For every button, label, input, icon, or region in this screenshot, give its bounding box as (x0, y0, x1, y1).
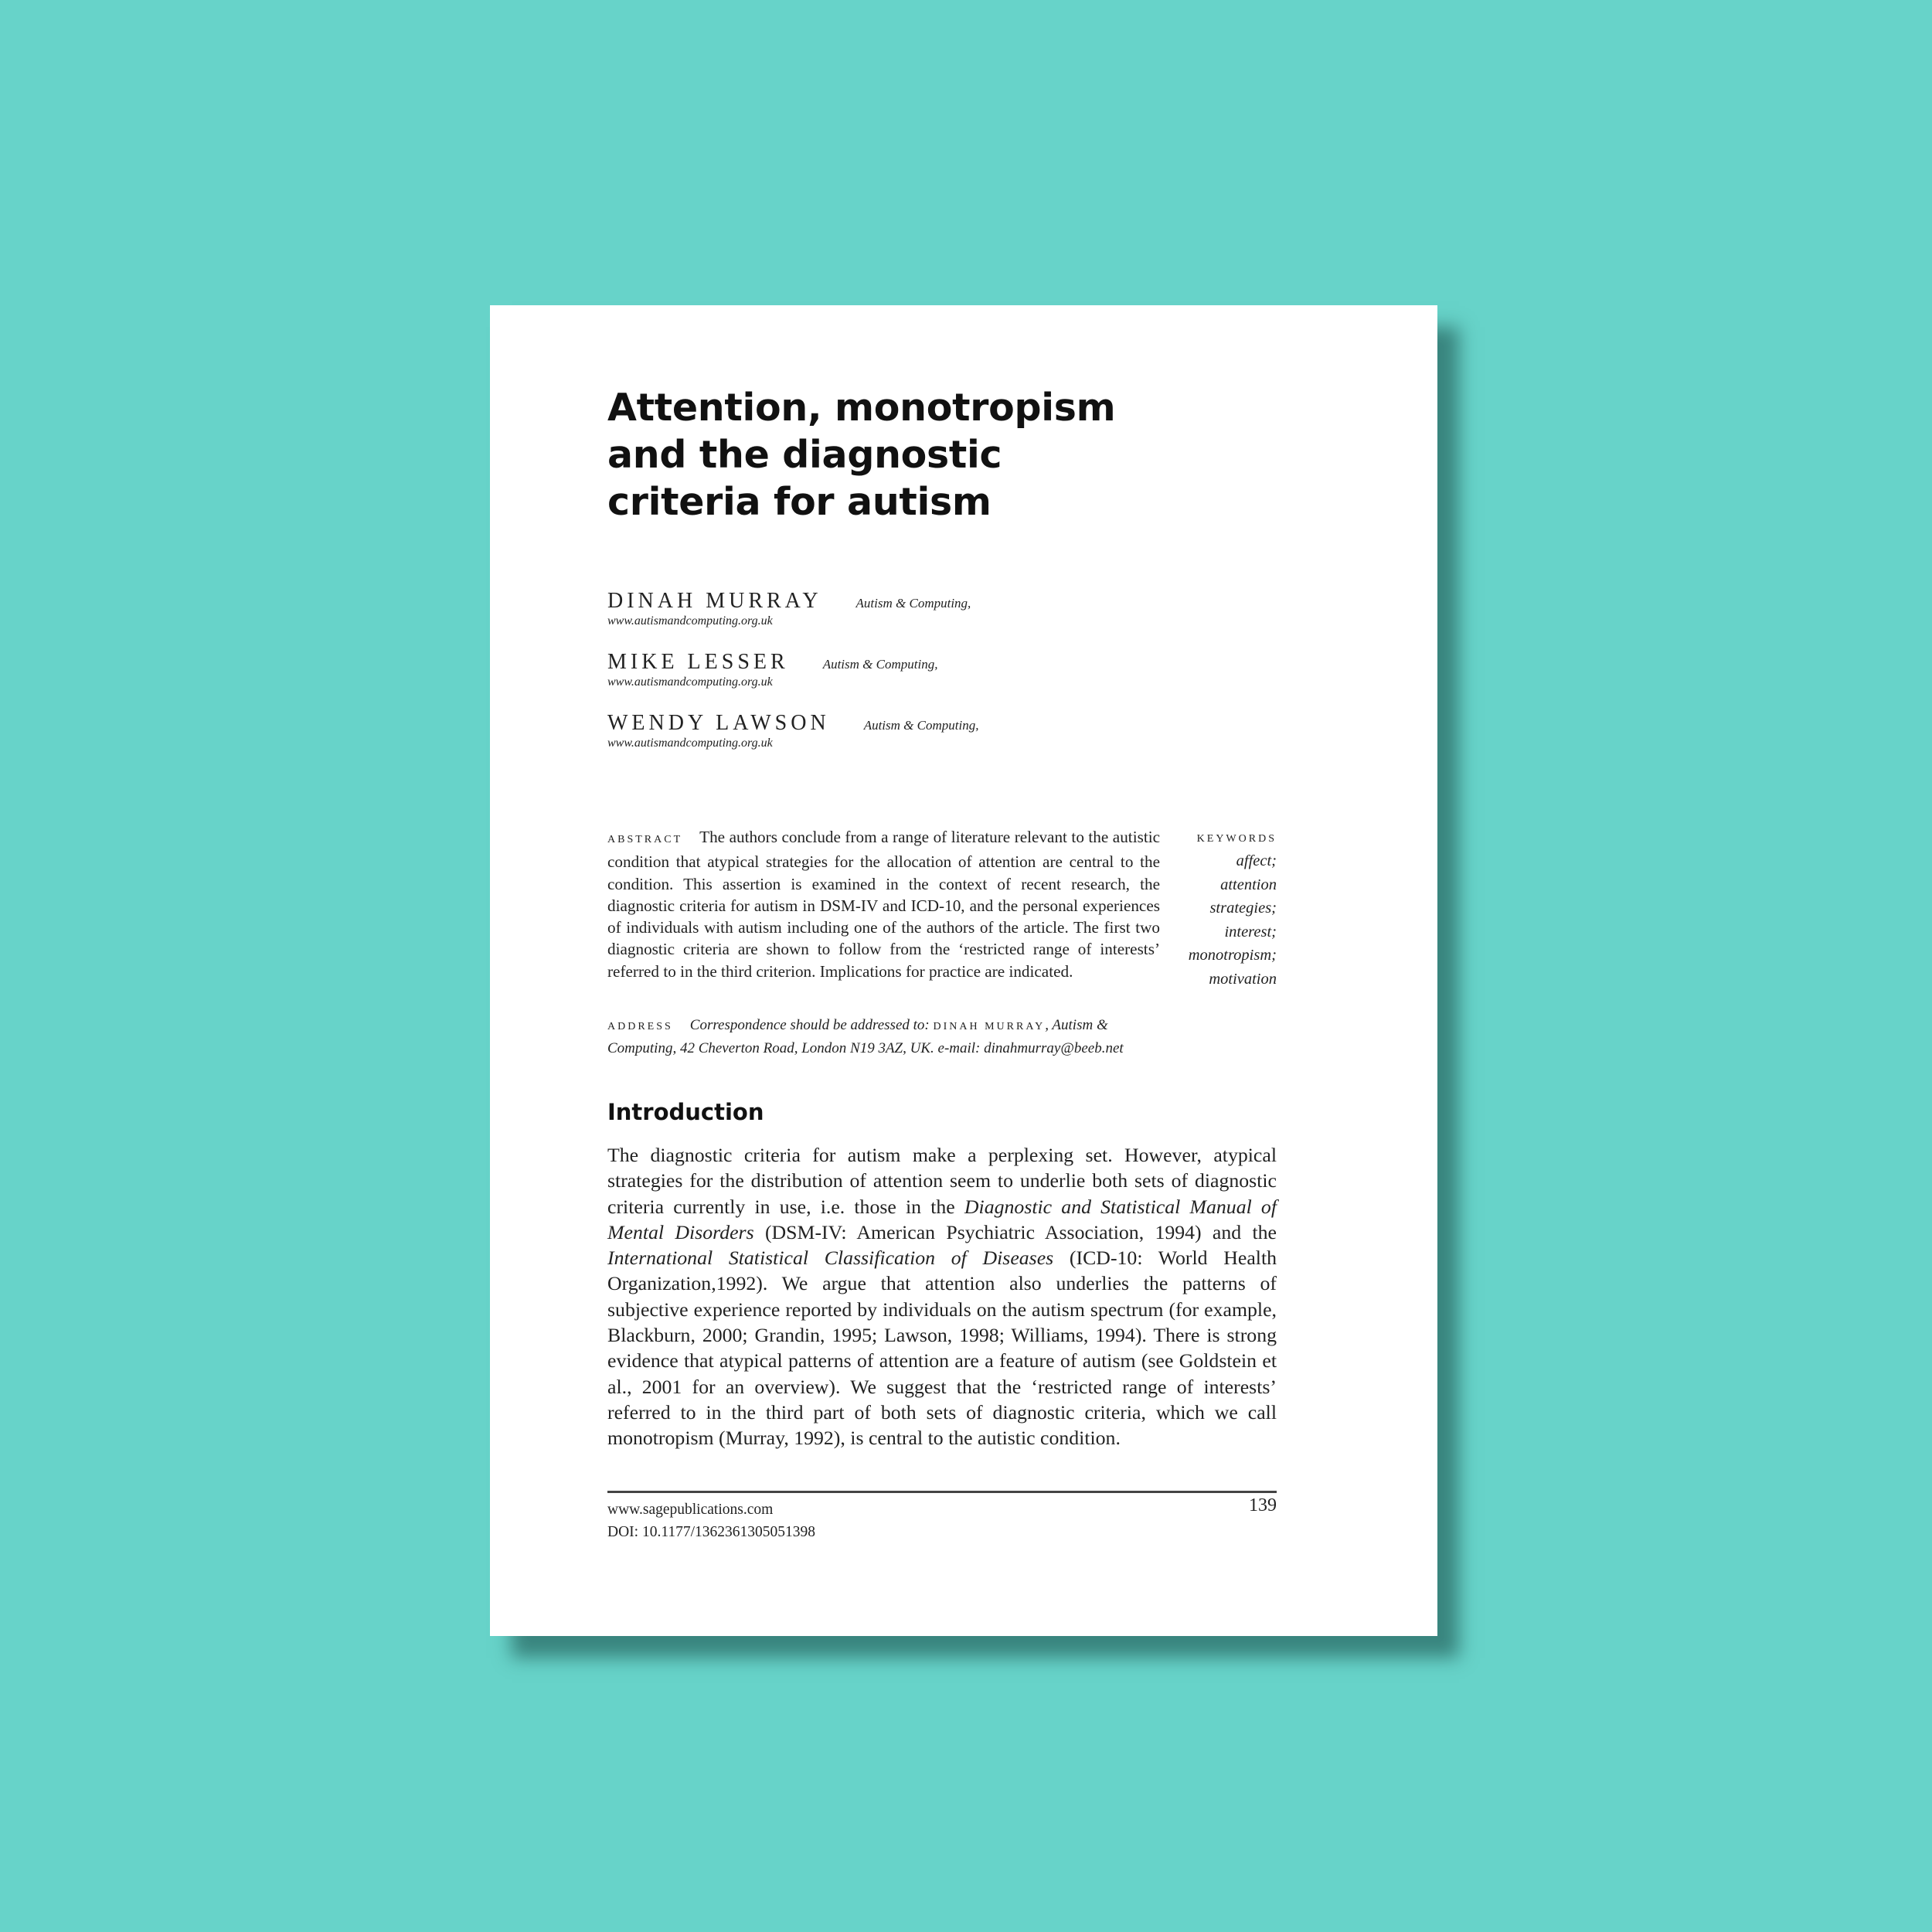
author-list (607, 589, 1148, 772)
correspondence-address (607, 1015, 1164, 1060)
footer-divider (607, 1491, 1277, 1493)
keyword: monotropism; (1188, 947, 1277, 964)
article-title: Attention, monotropism and the diagnostic criteria for autism (607, 386, 1116, 524)
author-name: WENDY LAWSON (607, 711, 830, 735)
introduction-paragraph (607, 1142, 1277, 1451)
abstract-text: The authors conclude from a range of literature relevant to the autistic condition that atypical strategies for the allocation of attention are central to the condition. This assertion is examined in the context of recent research, the diagnostic criteria for autism in DSM-IV and ICD-10, and the personal experiences of individuals with autism including one of the authors of the article. The first two diagnostic criteria are shown to follow from the ‘restricted range of interests’ referred to in the third criterion. Implications for practice are indicated. (607, 828, 1160, 981)
intro-title-dsm: Diagnostic and Statistical Manual of Mental Disorders (607, 1195, 1277, 1243)
address-name: DINAH MURRAY (933, 1021, 1046, 1032)
page-number: 139 (1249, 1495, 1277, 1515)
address-label: ADDRESS (607, 1021, 673, 1032)
keyword: strategies; (1209, 900, 1277, 917)
author-url[interactable]: www.autismandcomputing.org.uk (607, 614, 773, 628)
author-url[interactable]: www.autismandcomputing.org.uk (607, 736, 773, 750)
intro-text: (DSM-IV: American Psychiatric Association, 1994) and the (764, 1220, 1277, 1243)
author-entry (607, 589, 1148, 650)
keyword: affect; (1236, 852, 1277, 869)
keyword: attention (1220, 876, 1277, 893)
intro-text: (ICD-10: World Health Organization,1992). We argue that attention also underlies the patterns of subjective experience reported by individuals on the autism spectrum (for example, Blackburn, 2000; Grandin, 1995; Lawson, 1998; Williams, 1994). There is strong evidence that atypical patterns of attention are a feature of autism (see Goldstein et al., 2001 for an overview). We suggest that the ‘restricted range of interests’ referred to in the third part of both sets of diagnostic criteria, which we call monotropism (Murray, 1992), is central to the autistic condition. (607, 1247, 1277, 1450)
address-prefix: Correspondence should be addressed to: (689, 1017, 930, 1033)
author-url[interactable]: www.autismandcomputing.org.uk (607, 675, 773, 689)
intro-title-icd: International Statistical Classification of Diseases (607, 1247, 1054, 1270)
keywords (1173, 829, 1277, 991)
publisher-website[interactable]: www.sagepublications.com (607, 1502, 774, 1518)
author-entry (607, 650, 1148, 711)
article-page (490, 305, 1437, 1636)
author-affiliation: Autism & Computing, (822, 657, 938, 672)
section-heading: Introduction (607, 1099, 764, 1125)
keywords-label: KEYWORDS (1196, 833, 1277, 845)
footer-info (607, 1498, 815, 1543)
author-name: DINAH MURRAY (607, 589, 822, 613)
author-affiliation: Autism & Computing, (863, 718, 979, 733)
author-entry (607, 711, 1148, 772)
keyword: motivation (1209, 970, 1277, 988)
doi: DOI: 10.1177/1362361305051398 (607, 1524, 816, 1540)
abstract-label: ABSTRACT (607, 834, 683, 845)
address-text: , Autism & Computing, 42 Cheverton Road, London N19 3AZ, UK. e-mail: dinahmurray@beeb.net (607, 1017, 1124, 1056)
keyword: interest; (1224, 923, 1277, 940)
abstract (607, 826, 1160, 982)
author-name: MIKE LESSER (607, 650, 789, 674)
intro-text: The diagnostic criteria for autism make a perplexing set. However, atypical strategies for the distribution of attention seem to underlie both sets of diagnostic criteria currently in use, i.e. those in the (607, 1144, 1277, 1218)
author-affiliation: Autism & Computing, (855, 596, 971, 611)
